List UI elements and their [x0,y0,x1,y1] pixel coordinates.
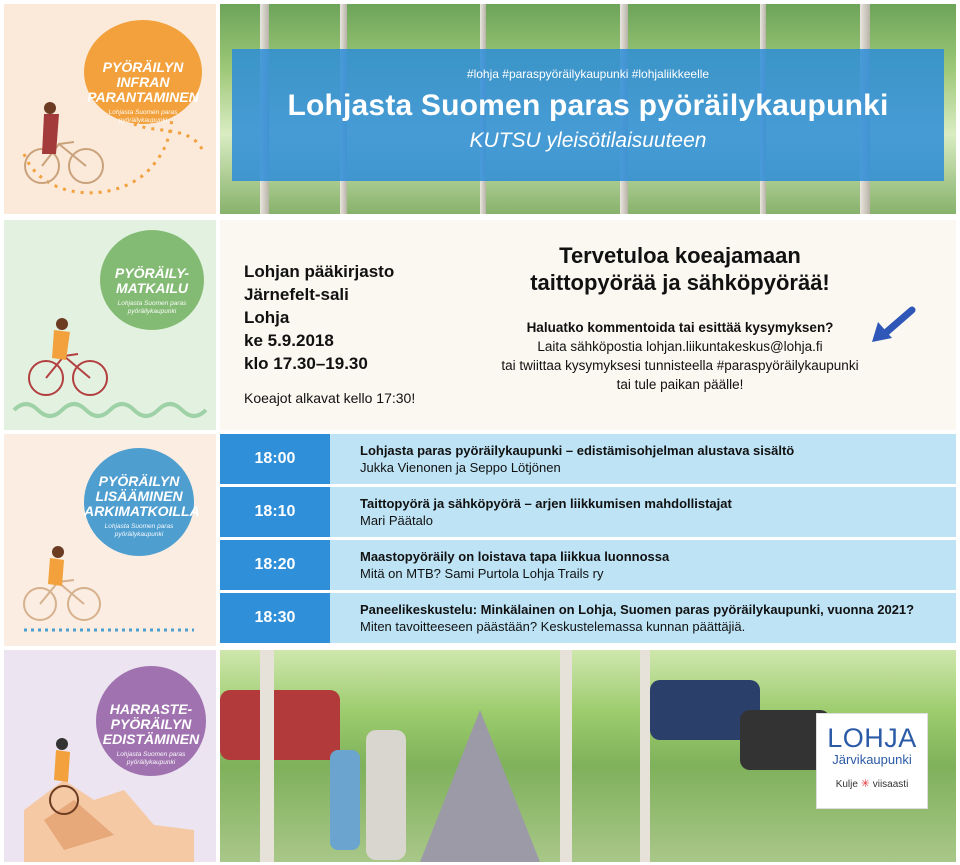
logo-name: LOHJA [827,723,917,753]
venue-place: Lohjan pääkirjasto [244,262,395,281]
welcome-line-1: Tervetuloa koeajamaan [559,243,801,268]
walking-person [366,730,406,860]
walking-person [330,750,360,850]
schedule-time: 18:00 [220,434,330,484]
bubble-recreation-title: HARRASTE-PYÖRÄILYN EDISTÄMINEN [102,701,200,747]
contact-twitter-line: tai twiittaa kysymyksesi tunnisteella #paraspyöräilykaupunki [501,358,859,373]
bubble-commute-title: PYÖRÄILYN LISÄÄMINEN ARKIMATKOILLA [84,473,200,519]
bubble-infra-title: PYÖRÄILYN INFRAN PARANTAMINEN [87,59,199,105]
schedule-topic: Paneelikeskustelu: Minkälainen on Lohja, Suomen paras pyöräilykaupunki, vuonna 2021? [360,602,915,617]
bubble-recreation-subtitle: Lohjasta Suomen paras pyöräilykaupunki [116,751,186,766]
birch-trunk [640,650,650,862]
contact-info [450,318,910,394]
walkway [420,710,540,862]
schedule-row [220,434,956,484]
bubble-tourism-subtitle: Lohjasta Suomen paras pyöräilykaupunki [117,300,187,315]
bubble-tourism-title: PYÖRÄILY-MATKAILU [114,265,190,296]
venue-details [244,260,415,410]
schedule-text [360,495,732,529]
question-heading: Haluatko kommentoida tai esittää kysymyksen? [526,320,834,335]
event-info [220,220,956,430]
street-photo [220,650,956,862]
schedule-speakers: Jukka Vienonen ja Seppo Lötjönen [360,460,561,475]
bubble-recreation [96,666,206,776]
schedule-row [220,540,956,590]
hero-subtitle: KUTSU yleisötilaisuuteen [469,129,707,152]
schedule-time: 18:20 [220,540,330,590]
venue-hall: Järnefelt-sali [244,285,349,304]
hero-banner [220,4,956,214]
test-ride-note: Koeajot alkavat kello 17:30! [244,390,416,406]
schedule-speakers: Mari Päätalo [360,513,433,528]
bubble-infra-subtitle: Lohjasta Suomen paras pyöräilykaupunki [108,109,178,124]
schedule-text [360,601,914,635]
event-date: ke 5.9.2018 [244,331,334,350]
contact-email-line: Laita sähköpostia lohjan.liikuntakeskus@lohja.fi [537,339,823,354]
schedule-time: 18:10 [220,487,330,537]
logo-tagline-a: Kulje [835,779,858,790]
schedule-speakers: Mitä on MTB? Sami Purtola Lohja Trails ry [360,566,604,581]
schedule-topic: Maastopyöräily on loistava tapa liikkua luonnossa [360,549,670,564]
logo-tagline-b: viisaasti [872,779,909,790]
arrow-icon [868,306,918,346]
bubble-infra [84,20,202,124]
contact-onsite-line: tai tule paikan päälle! [616,377,744,392]
event-time: klo 17.30–19.30 [244,354,368,373]
welcome-heading [460,242,900,296]
parked-car [220,690,340,760]
logo-subtitle: Järvikaupunki [832,752,912,767]
left-column [0,0,218,865]
schedule-topic: Lohjasta paras pyöräilykaupunki – edistämisohjelman alustava sisältö [360,443,795,458]
sun-icon: ✳ [860,778,870,790]
schedule-text [360,548,669,582]
schedule-row [220,487,956,537]
schedule-row [220,593,956,643]
lohja-logo [816,713,928,809]
logo-tagline [817,777,927,790]
hero-title: Lohjasta Suomen paras pyöräilykaupunki [287,89,889,122]
schedule-topic: Taittopyörä ja sähköpyörä – arjen liikkumisen mahdollistajat [360,496,732,511]
bubble-tourism [100,230,204,330]
hero-hashtags: #lohja #paraspyöräilykaupunki #lohjaliikkeelle [466,67,710,81]
schedule-text [360,442,794,476]
hero-title-band [232,49,944,181]
bubble-commute-subtitle: Lohjasta Suomen paras pyöräilykaupunki [104,523,174,538]
venue-city: Lohja [244,308,290,327]
welcome-line-2: taittopyörää ja sähköpyörää! [530,270,830,295]
bubble-commute [84,448,200,556]
birch-trunk [560,650,572,862]
schedule-time: 18:30 [220,593,330,643]
birch-trunk [260,650,274,862]
schedule-speakers: Miten tavoitteeseen päästään? Keskustelemassa kunnan päättäjiä. [360,619,746,634]
